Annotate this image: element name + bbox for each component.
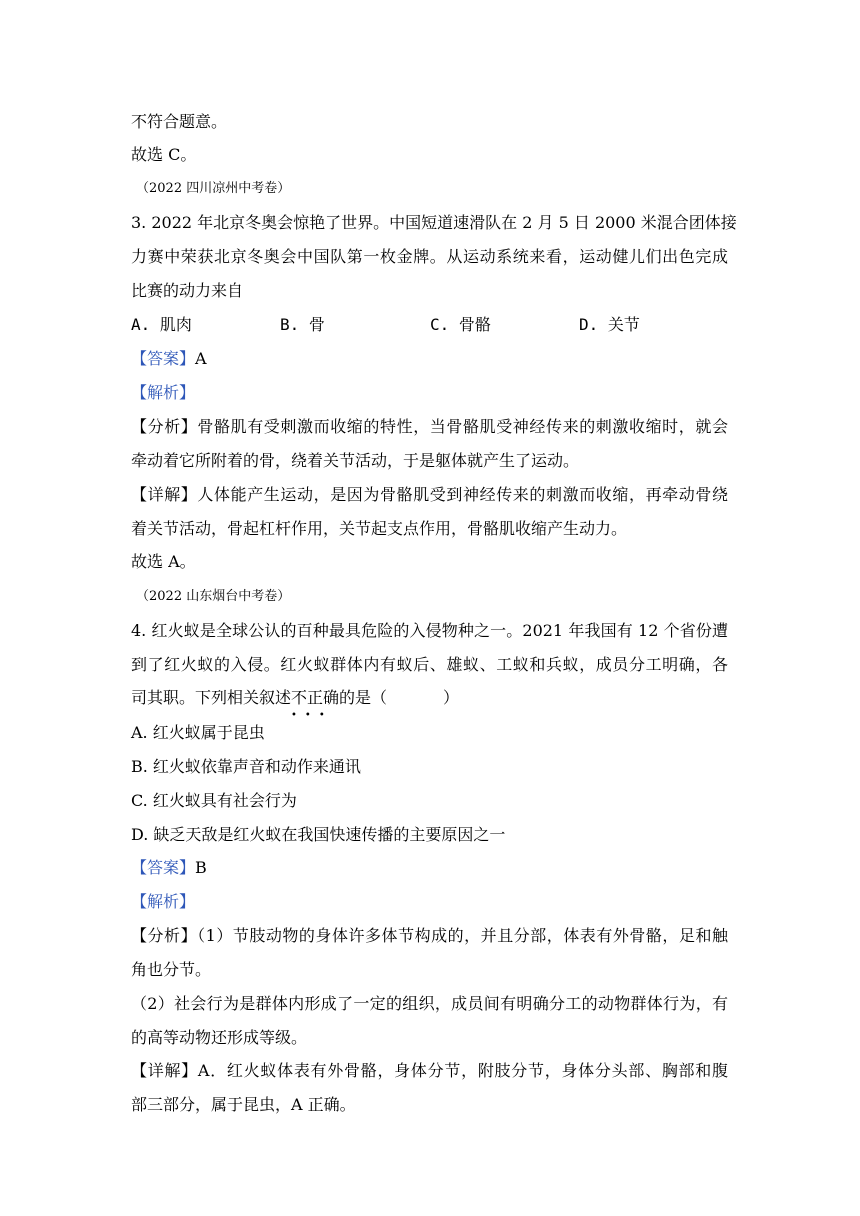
answer-line: [131, 858, 207, 878]
question-4-segment: 的是（: [339, 688, 388, 707]
answer-value: B: [195, 858, 207, 877]
analysis-text: 【分析】骨骼肌有受刺激而收缩的特性，当骨骼肌受神经传来的刺激收缩时，就会: [131, 417, 728, 436]
source-label: （2022 山东烟台中考卷）: [136, 589, 291, 604]
answer-tag: 【答案】: [131, 858, 196, 877]
emphasis-not-correct: [291, 688, 340, 721]
selection-text: 故选 A。: [131, 552, 196, 571]
option-c: C. 红火蚁具有社会行为: [131, 791, 297, 810]
text-line: 故选 C。: [131, 145, 197, 164]
option-b: B. 红火蚁依靠声音和动作来通讯: [131, 757, 361, 776]
text-line: 不符合题意。: [131, 112, 228, 131]
detail-text: 【详解】A．红火蚁体表有外骨骼，身体分节，附肢分节，身体分头部、胸部和腹: [131, 1061, 728, 1080]
question-4-text: [131, 688, 460, 721]
analysis-tag: 【解析】: [131, 383, 196, 402]
analysis-tag: 【解析】: [131, 892, 196, 911]
detail-text: 部三部分，属于昆虫，A 正确。: [131, 1095, 356, 1114]
analysis-text: （2）社会行为是群体内形成了一定的组织，成员间有明确分工的动物群体行为，有: [131, 994, 728, 1013]
detail-text: 【详解】人体能产生运动，是因为骨骼肌受到神经传来的刺激而收缩，再牵动骨绕: [131, 485, 728, 504]
option-d: D. 缺乏天敌是红火蚁在我国快速传播的主要原因之一: [131, 825, 506, 844]
answer-line: [131, 349, 207, 369]
analysis-text: 【分析】（1）节肢动物的身体许多体节构成的，并且分部，体表有外骨骼，足和触: [131, 926, 728, 945]
analysis-text: 的高等动物还形成等级。: [131, 1028, 308, 1047]
analysis-text: 牵动着它所附着的骨，绕着关节活动，于是躯体就产生了运动。: [131, 451, 580, 470]
question-4-text: 4. 红火蚁是全球公认的百种最具危险的入侵物种之一。2021 年我国有 12 个省份遭: [131, 621, 728, 640]
option-b: B. 骨: [280, 315, 325, 334]
question-3-text: 比赛的动力来自: [131, 281, 244, 300]
analysis-text: 角也分节。: [131, 960, 212, 979]
option-d: D. 关节: [579, 315, 640, 334]
question-4-segment: 司其职。下列相关叙述: [131, 688, 292, 707]
source-label: （2022 四川凉州中考卷）: [136, 181, 291, 196]
question-4-segment: ）: [443, 688, 460, 707]
question-4-text: 到了红火蚁的入侵。红火蚁群体内有蚁后、雄蚁、工蚁和兵蚁，成员分工明确，各: [131, 655, 728, 674]
option-c: C. 骨骼: [430, 315, 491, 334]
answer-value: A: [195, 349, 207, 368]
option-a: A. 红火蚁属于昆虫: [131, 723, 265, 742]
answer-tag: 【答案】: [131, 349, 196, 368]
emphasis-text: 不正确: [291, 688, 340, 707]
option-a: A. 肌肉: [131, 315, 192, 334]
emphasis-dots: •••: [291, 710, 333, 721]
detail-text: 着关节活动，骨起杠杆作用，关节起支点作用，骨骼肌收缩产生动力。: [131, 519, 628, 538]
question-3-text: 3. 2022 年北京冬奥会惊艳了世界。中国短道速滑队在 2 月 5 日 2000 米混合团体接: [131, 213, 737, 232]
question-3-text: 力赛中荣获北京冬奥会中国队第一枚金牌。从运动系统来看，运动健儿们出色完成: [131, 247, 728, 266]
